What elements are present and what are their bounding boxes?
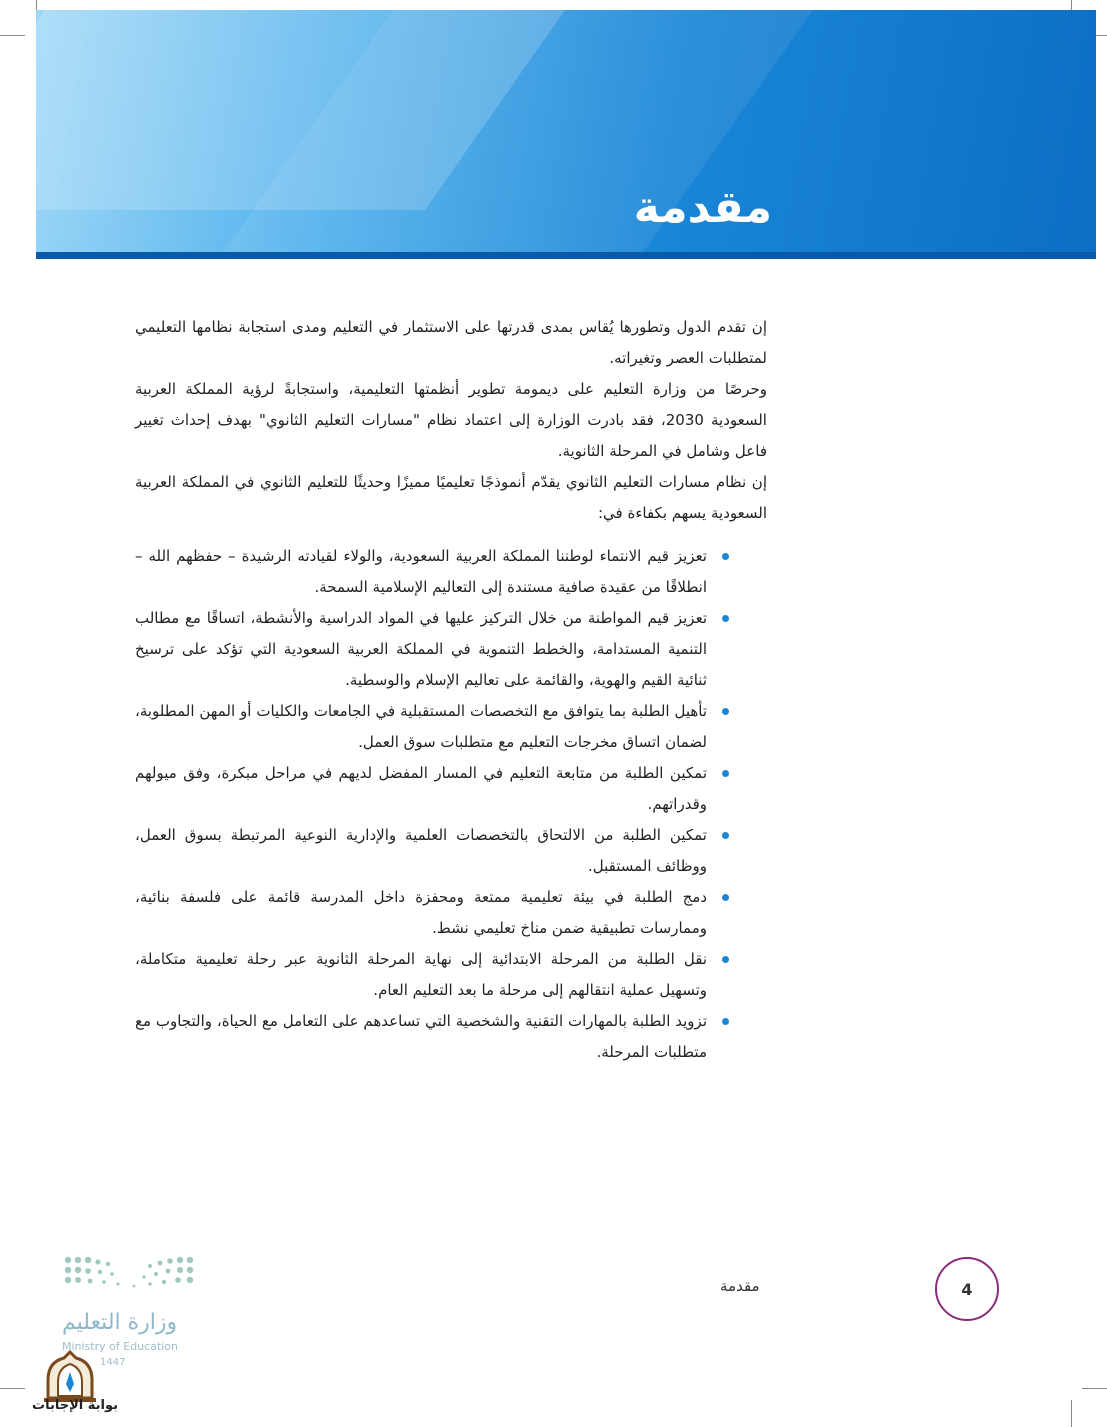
bullet-icon bbox=[722, 553, 729, 560]
bullet-icon bbox=[722, 615, 729, 622]
crop-mark bbox=[1071, 1400, 1072, 1427]
page-title: مقدمة bbox=[633, 182, 772, 233]
list-item-text: نقل الطلبة من المرحلة الابتدائية إلى نهاية المرحلة الثانوية عبر رحلة تعليمية متكاملة، وتسهيل عملية انتقالهم إلى مرحلة ما بعد التعليم العام. bbox=[135, 950, 707, 999]
list-item bbox=[135, 882, 707, 944]
list-item-text: دمج الطلبة في بيئة تعليمية ممتعة ومحفزة داخل المدرسة قائمة على فلسفة بنائية، وممارسات تطبيقية ضمن مناخ تعليمي نشط. bbox=[135, 888, 707, 937]
ministry-year: 1447 bbox=[100, 1357, 126, 1368]
list-item bbox=[135, 758, 707, 820]
answers-portal-logo-icon bbox=[40, 1350, 100, 1405]
crop-mark bbox=[0, 35, 25, 36]
crop-mark bbox=[36, 0, 37, 10]
list-item-text: تعزيز قيم المواطنة من خلال التركيز عليها في المواد الدراسية والأنشطة، اتساقًا مع مطالب التنمية المستدامة، والخطط التنموية في المملكة العربية السعودية التي تؤكد على ترسيخ ثنائية القيم والهوية، والقائمة على تعاليم الإسلام والوسطية. bbox=[135, 609, 707, 689]
bullet-icon bbox=[722, 708, 729, 715]
intro-paragraph: وحرصًا من وزارة التعليم على ديمومة تطوير أنظمتها التعليمية، واستجابةً لرؤية المملكة العربية السعودية 2030، فقد بادرت الوزارة إلى اعتماد نظام "مسارات التعليم الثانوي" بهدف إحداث تغيير فاعل وشامل في المرحلة الثانوية. bbox=[135, 380, 767, 460]
header-underline bbox=[36, 252, 1096, 259]
list-item bbox=[135, 944, 707, 1006]
ministry-name-arabic: وزارة التعليم bbox=[62, 1310, 178, 1335]
list-item bbox=[135, 820, 707, 882]
list-item bbox=[135, 696, 707, 758]
bullet-icon bbox=[722, 1018, 729, 1025]
list-item-text: تأهيل الطلبة بما يتوافق مع التخصصات المستقبلية في الجامعات والكليات أو المهن المطلوبة، لضمان اتساق مخرجات التعليم مع متطلبات سوق العمل. bbox=[135, 702, 707, 751]
list-item-text: تمكين الطلبة من الالتحاق بالتخصصات العلمية والإدارية النوعية المرتبطة بسوق العمل، ووظائف المستقبل. bbox=[135, 826, 707, 875]
list-item-text: تعزيز قيم الانتماء لوطننا المملكة العربية السعودية، والولاء لقيادته الرشيدة – حفظهم الله – انطلاقًا من عقيدة صافية مستندة إلى التعاليم الإسلامية السمحة. bbox=[135, 547, 707, 596]
answers-portal-label: بوابة الإجابات bbox=[32, 1398, 118, 1413]
intro-paragraph: إن تقدم الدول وتطورها يُقاس بمدى قدرتها على الاستثمار في التعليم ومدى استجابة نظامها التعليمي لمتطلبات العصر وتغيراته. bbox=[135, 318, 767, 367]
list-item bbox=[135, 1006, 707, 1068]
list-item-text: تمكين الطلبة من متابعة التعليم في المسار المفضل لديهم في مراحل مبكرة، وفق ميولهم وقدراتهم. bbox=[135, 764, 707, 813]
bullet-icon bbox=[722, 894, 729, 901]
list-item bbox=[135, 541, 707, 603]
list-item-text: تزويد الطلبة بالمهارات التقنية والشخصية التي تساعدهم على التعامل مع الحياة، والتجاوب مع متطلبات المرحلة. bbox=[135, 1012, 707, 1061]
crop-mark bbox=[0, 1388, 25, 1389]
crop-mark bbox=[1082, 1388, 1107, 1389]
intro-text bbox=[135, 312, 767, 529]
header-banner bbox=[36, 10, 1096, 252]
bullet-icon bbox=[722, 832, 729, 839]
goals-list bbox=[135, 541, 707, 1068]
bullet-icon bbox=[722, 956, 729, 963]
list-item bbox=[135, 603, 707, 696]
footer-section-title: مقدمة bbox=[720, 1277, 760, 1295]
page-number: 4 bbox=[935, 1257, 999, 1321]
bullet-icon bbox=[722, 770, 729, 777]
ministry-name-english: Ministry of Education bbox=[62, 1340, 179, 1353]
intro-paragraph: إن نظام مسارات التعليم الثانوي يقدّم أنموذجًا تعليميًا مميزًا وحديثًا للتعليم الثانوي في المملكة العربية السعودية يسهم بكفاءة في: bbox=[135, 473, 767, 522]
